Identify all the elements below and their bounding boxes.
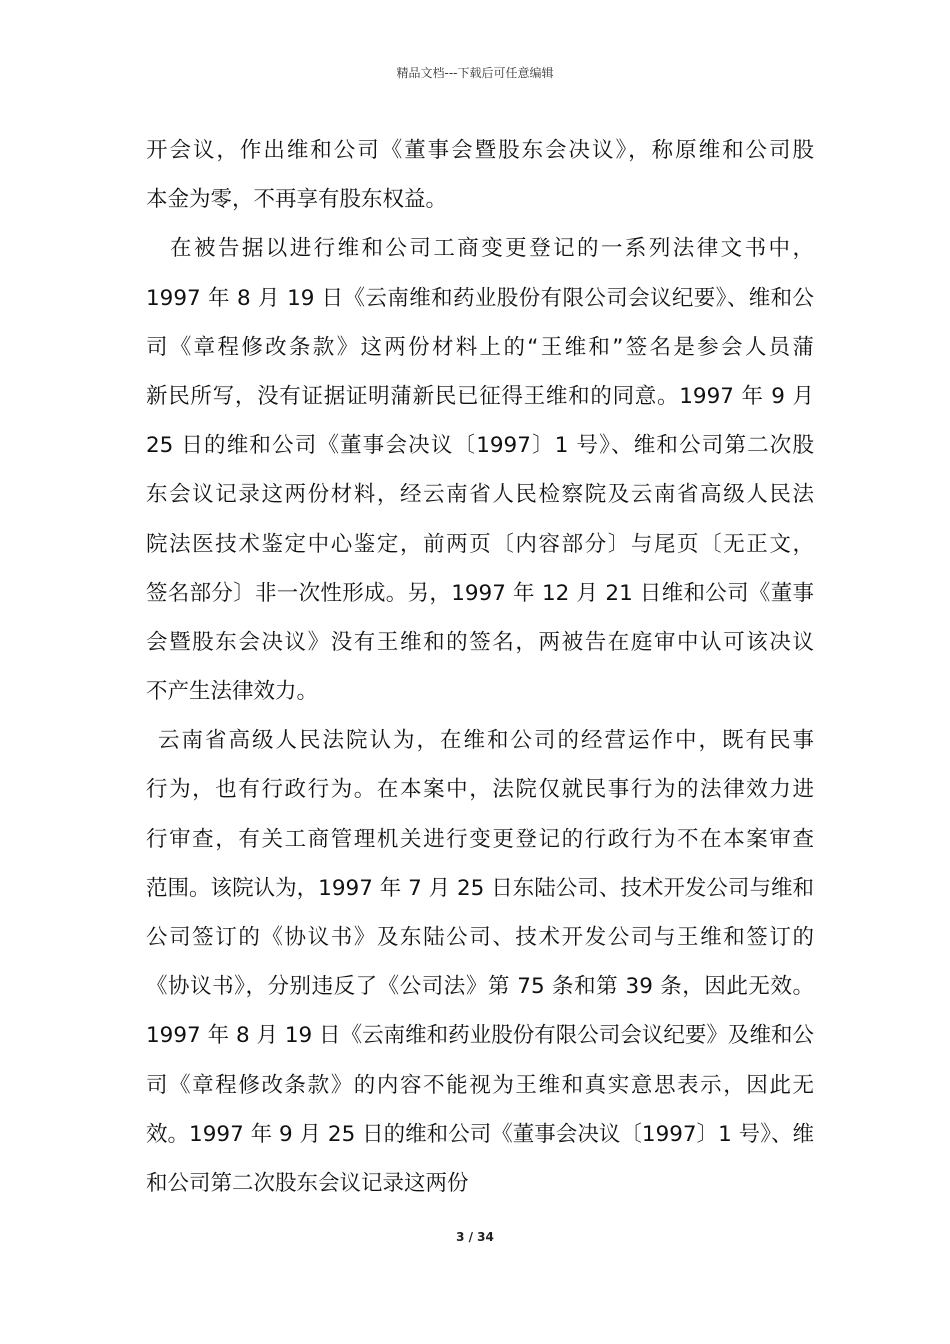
text-line: 签名部分〕非一次性形成。另，1997 年 12 月 21 日维和公司《董事 (146, 580, 814, 606)
text-line: 行审查，有关工商管理机关进行变更登记的行政行为不在本案审查 (146, 826, 814, 852)
text-line: 会暨股东会决议》没有王维和的签名，两被告在庭审中认可该决议 (146, 629, 814, 655)
text-line: 范围。该院认为，1997 年 7 月 25 日东陆公司、技术开发公司与维和 (146, 875, 814, 901)
text-line: 司《章程修改条款》这两份材料上的“王维和”签名是参会人员蒲 (146, 334, 814, 360)
text-line: 和公司第二次股东会议记录这两份 (146, 1170, 469, 1196)
text-line: 云南省高级人民法院认为，在维和公司的经营运作中，既有民事 (158, 728, 814, 754)
text-line: 《协议书》，分别违反了《公司法》第 75 条和第 39 条，因此无效。 (146, 974, 814, 1000)
text-line: 公司签订的《协议书》及东陆公司、技术开发公司与王维和签订的 (146, 925, 814, 950)
text-line: 司《章程修改条款》的内容不能视为王维和真实意思表示，因此无 (146, 1072, 814, 1098)
text-line: 在被告据以进行维和公司工商变更登记的一系列法律文书中， (170, 236, 814, 262)
text-line: 效。1997 年 9 月 25 日的维和公司《董事会决议〔1997〕1 号》、维 (146, 1121, 814, 1147)
text-line: 本金为零，不再享有股东权益。 (146, 187, 448, 213)
text-line: 东会议记录这两份材料，经云南省人民检察院及云南省高级人民法 (146, 482, 814, 508)
text-line: 1997 年 8 月 19 日《云南维和药业股份有限公司会议纪要》、维和公 (146, 285, 814, 311)
page-number: 3 / 34 (456, 1230, 494, 1244)
text-line: 25 日的维和公司《董事会决议〔1997〕1 号》、维和公司第二次股 (146, 433, 814, 459)
text-line: 开会议，作出维和公司《董事会暨股东会决议》，称原维和公司股 (146, 138, 814, 163)
document-body (146, 126, 814, 1208)
text-line: 1997 年 8 月 19 日《云南维和药业股份有限公司会议纪要》及维和公 (146, 1023, 814, 1049)
page-header: 精品文档---下载后可任意编辑 (396, 66, 554, 80)
text-line: 不产生法律效力。 (146, 679, 319, 705)
text-line: 院法医技术鉴定中心鉴定，前两页〔内容部分〕与尾页〔无正文， (146, 531, 814, 557)
text-line: 新民所写，没有证据证明蒲新民已征得王维和的同意。1997 年 9 月 (146, 383, 814, 409)
text-line: 行为，也有行政行为。在本案中，法院仅就民事行为的法律效力进 (146, 777, 814, 803)
